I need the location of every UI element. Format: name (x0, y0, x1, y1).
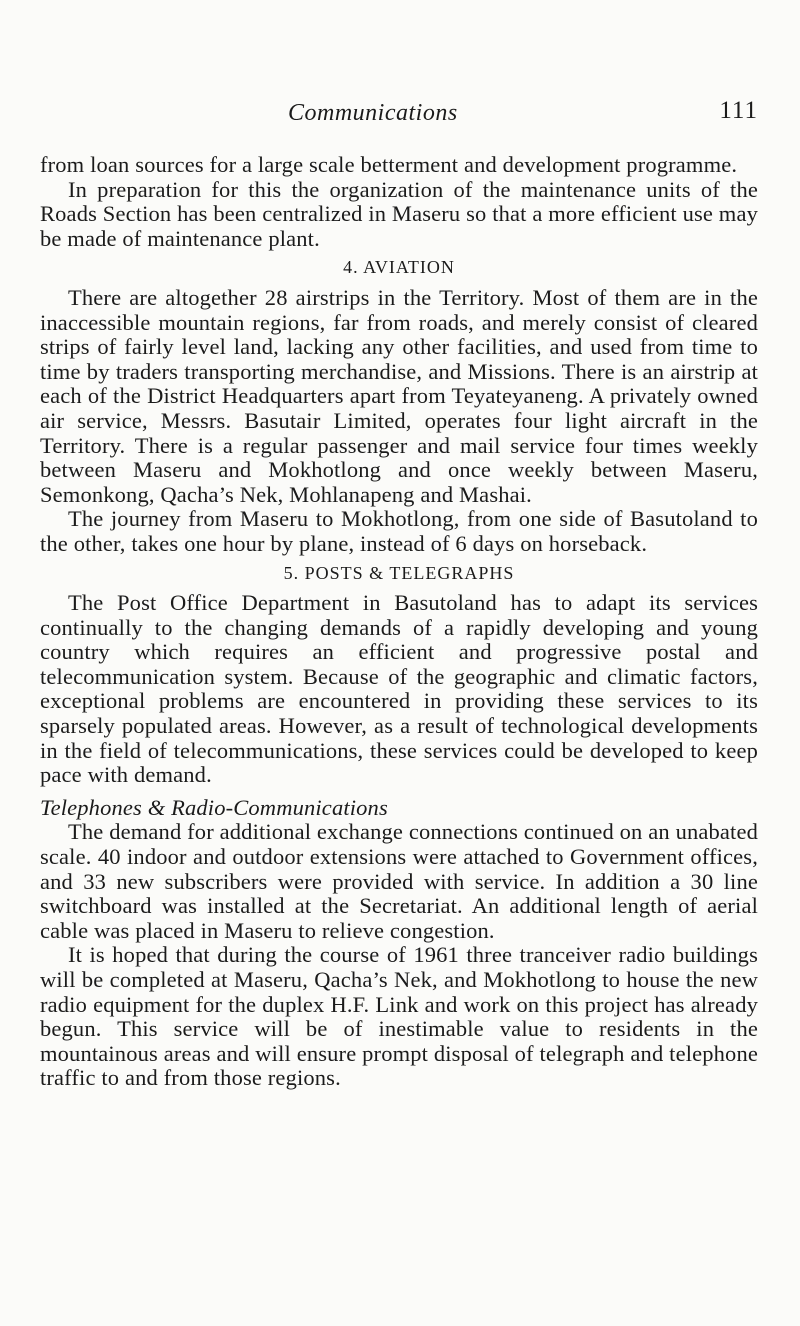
running-title: Communications (288, 100, 458, 126)
page-header (40, 95, 758, 135)
paragraph-airstrips: There are altogether 28 airstrips in the Territory. Most of them are in the inaccessible mountain regions, far from roads, and merely consist of cleared strips of fairly level land, lacking any other facilities, and used from time to time by traders transporting merchandise, and Missions. There is an airstrip at each of the District Headquarters apart from Teyateyaneng. A privately owned air service, Messrs. Basutair Limited, operates four light aircraft in the Territory. There is a regular passenger and mail service four times weekly between Maseru and Mokhotlong and once weekly between Maseru, Semonkong, Qacha’s Nek, Mohlanapeng and Mashai. (40, 284, 758, 507)
section-heading-posts-telegraphs: 5. POSTS & TELEGRAPHS (283, 562, 515, 583)
paragraph-radio-buildings: It is hoped that during the course of 1961 three tranceiver radio buildings will be completed at Maseru, Qacha’s Nek, and Mokhotlong to house the new radio equipment for the duplex H.F. Link and work on this project has already begun. This service will be of inestimable value to residents in the mountainous areas and will ensure prompt disposal of telegraph and telephone traffic to and from those regions. (40, 942, 758, 1091)
document-page (40, 95, 758, 1091)
section-heading-aviation: 4. AVIATION (343, 257, 455, 278)
paragraph-post-office: The Post Office Department in Basutoland has to adapt its services continually to the changing demands of a rapidly developing and young country which requires an efficient and progressive postal and telecommunication system. Because of the geographic and climatic factors, exceptional problems are encountered in providing these services to its sparsely populated areas. However, as a result of technological developments in the field of telecommunications, these services could be developed to keep pace with demand. (40, 590, 758, 788)
paragraph-roads-maintenance: In preparation for this the organization of the maintenance units of the Roads Section has been centralized in Maseru so that a more efficient use may be made of maintenance plant. (40, 176, 758, 251)
paragraph-exchange-connections: The demand for additional exchange connections continued on an unabated scale. 40 indoor and outdoor extensions were attached to Government offices, and 33 new subscribers were provided with service. In addition a 30 line switchboard was installed at the Secretariat. An additional length of aerial cable was placed in Maseru to relieve congestion. (40, 819, 758, 943)
paragraph-journey: The journey from Maseru to Mokhotlong, from one side of Basutoland to the other, takes one hour by plane, instead of 6 days on horseback. (40, 506, 758, 556)
paragraph-roads-continued: from loan sources for a large scale betterment and development programme. (40, 152, 738, 177)
subheading-telephones-radio: Telephones & Radio-Communications (40, 794, 388, 820)
page-number: 111 (719, 97, 758, 124)
